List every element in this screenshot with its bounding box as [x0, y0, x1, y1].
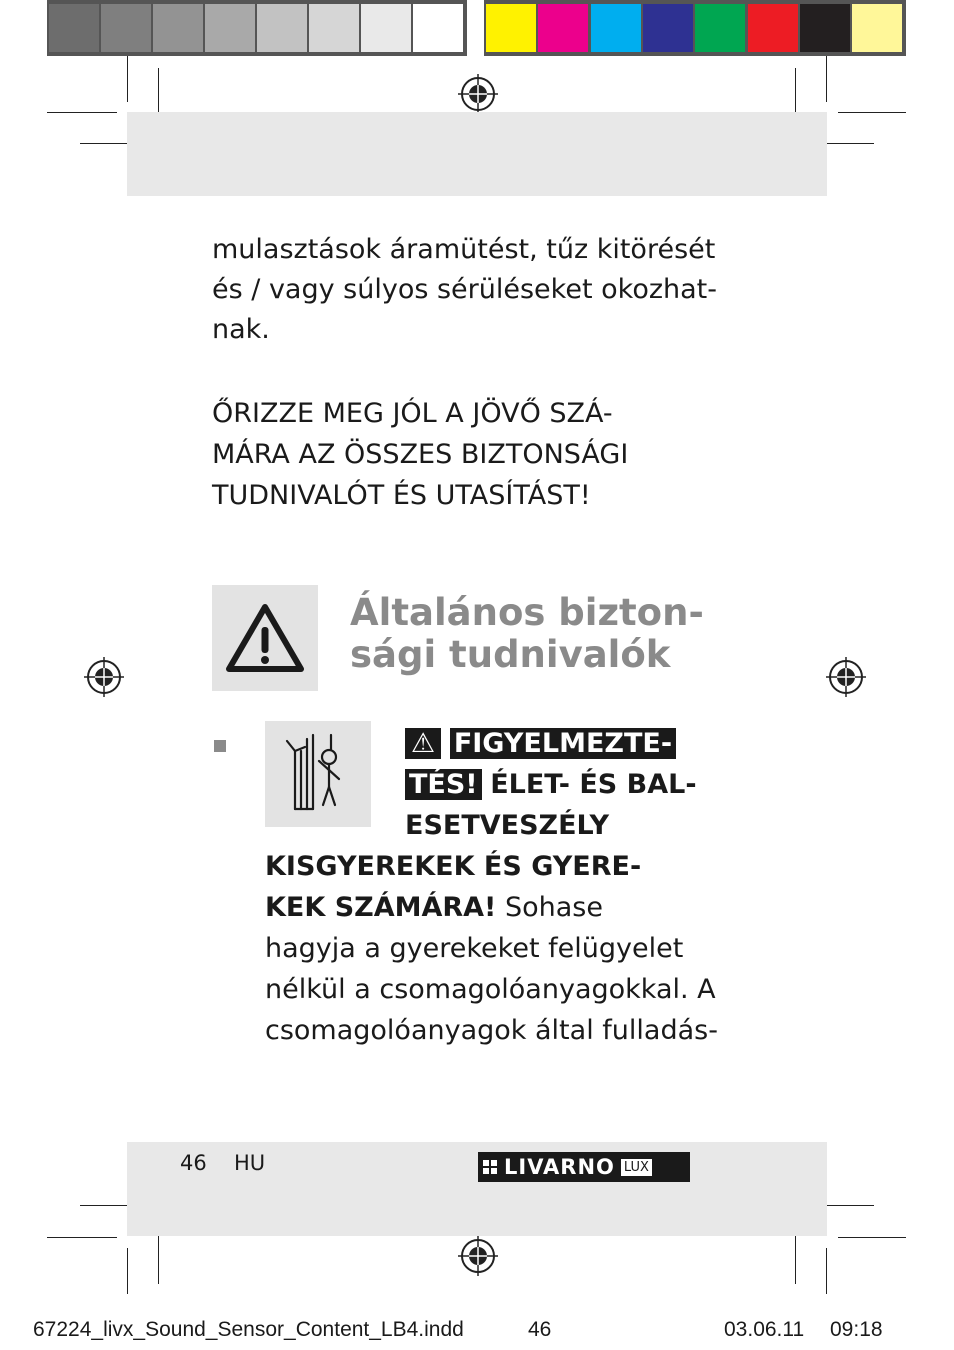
gray-swatch [413, 4, 463, 52]
text-line: nak. [212, 314, 270, 345]
slug-time: 09:18 [830, 1318, 883, 1341]
text-line: TUDNIVALÓT ÉS UTASÍTÁST! [212, 480, 591, 511]
warning-line [265, 969, 716, 1010]
child-safety-icon-box [265, 721, 371, 827]
brand-logo-icon [478, 1152, 504, 1182]
warning-line [405, 723, 676, 764]
keep-instructions-paragraph [212, 393, 712, 516]
danger-text: ESETVESZÉLY [405, 810, 610, 841]
text-line: mulasztások áramütést, tűz kitörését [212, 234, 716, 265]
text-line: ŐRIZZE MEG JÓL A JÖVŐ SZÁ- [212, 398, 613, 429]
heading-line: sági tudnivalók [350, 633, 671, 676]
footer-band [127, 1142, 827, 1236]
crop-mark [838, 112, 906, 113]
warning-line [265, 846, 641, 887]
danger-text: KISGYEREKEK ÉS GYERE- [265, 851, 642, 882]
registration-mark-icon [83, 656, 125, 698]
danger-text: ÉLET- ÉS BAL- [490, 769, 697, 800]
warning-line [405, 805, 609, 846]
warning-line [265, 928, 683, 969]
slug-page: 46 [528, 1318, 552, 1341]
brand-logo [478, 1152, 690, 1182]
registration-mark-icon [457, 1235, 499, 1277]
section-heading [350, 592, 704, 676]
text-line: és / vagy súlyos sérüléseket okozhat- [212, 274, 717, 305]
color-swatch [748, 4, 798, 52]
gray-swatch [101, 4, 151, 52]
warning-label-text: FIGYELMEZTE- [450, 728, 676, 759]
gray-swatch [257, 4, 307, 52]
intro-paragraph [212, 230, 717, 350]
slug-filename: 67224_livx_Sound_Sensor_Content_LB4.indd [33, 1318, 464, 1341]
slug-date: 03.06.11 [724, 1318, 805, 1341]
color-swatch [695, 4, 745, 52]
registration-mark-icon [457, 73, 499, 115]
warning-body-text: csomagolóanyagok által fulladás- [265, 1015, 718, 1046]
warning-label: ⚠ [405, 728, 441, 759]
warning-triangle-icon [212, 585, 318, 691]
crop-mark [47, 1237, 117, 1238]
gray-swatch [361, 4, 411, 52]
crop-mark [826, 56, 827, 102]
list-bullet [214, 740, 226, 752]
warning-body-text: Sohase [496, 892, 603, 923]
registration-mark-icon [825, 656, 867, 698]
crop-mark [127, 56, 128, 102]
header-band [127, 112, 827, 196]
warning-line [265, 887, 603, 928]
color-swatch [852, 4, 902, 52]
crop-mark [826, 1248, 827, 1294]
heading-line: Általános bizton- [350, 591, 704, 634]
warning-body-text: hagyja a gyerekeket felügyelet [265, 933, 684, 964]
crop-mark [127, 1248, 128, 1294]
danger-text: KEK SZÁMÁRA! [265, 892, 497, 923]
color-swatch [486, 4, 536, 52]
gray-swatch [309, 4, 359, 52]
language-code: HU [234, 1151, 266, 1175]
text-line: MÁRA AZ ÖSSZES BIZTONSÁGI [212, 439, 629, 470]
warning-label-text: TÉS! [405, 769, 482, 800]
child-with-packaging-icon [265, 721, 371, 827]
brand-name: LIVARNO [504, 1155, 615, 1179]
crop-mark [47, 112, 117, 113]
page-number: 46 [180, 1151, 207, 1175]
gray-swatch [153, 4, 203, 52]
warning-icon-box [212, 585, 318, 691]
color-swatch [643, 4, 693, 52]
crop-mark [838, 1237, 906, 1238]
gray-swatch [205, 4, 255, 52]
color-swatch [800, 4, 850, 52]
warning-line [265, 1010, 718, 1051]
color-swatch [591, 4, 641, 52]
warning-body-text: nélkül a csomagolóanyagokkal. A [265, 974, 716, 1005]
gray-swatch [49, 4, 99, 52]
color-swatch [538, 4, 588, 52]
warning-line [405, 764, 697, 805]
brand-suffix: LUX [621, 1159, 652, 1176]
